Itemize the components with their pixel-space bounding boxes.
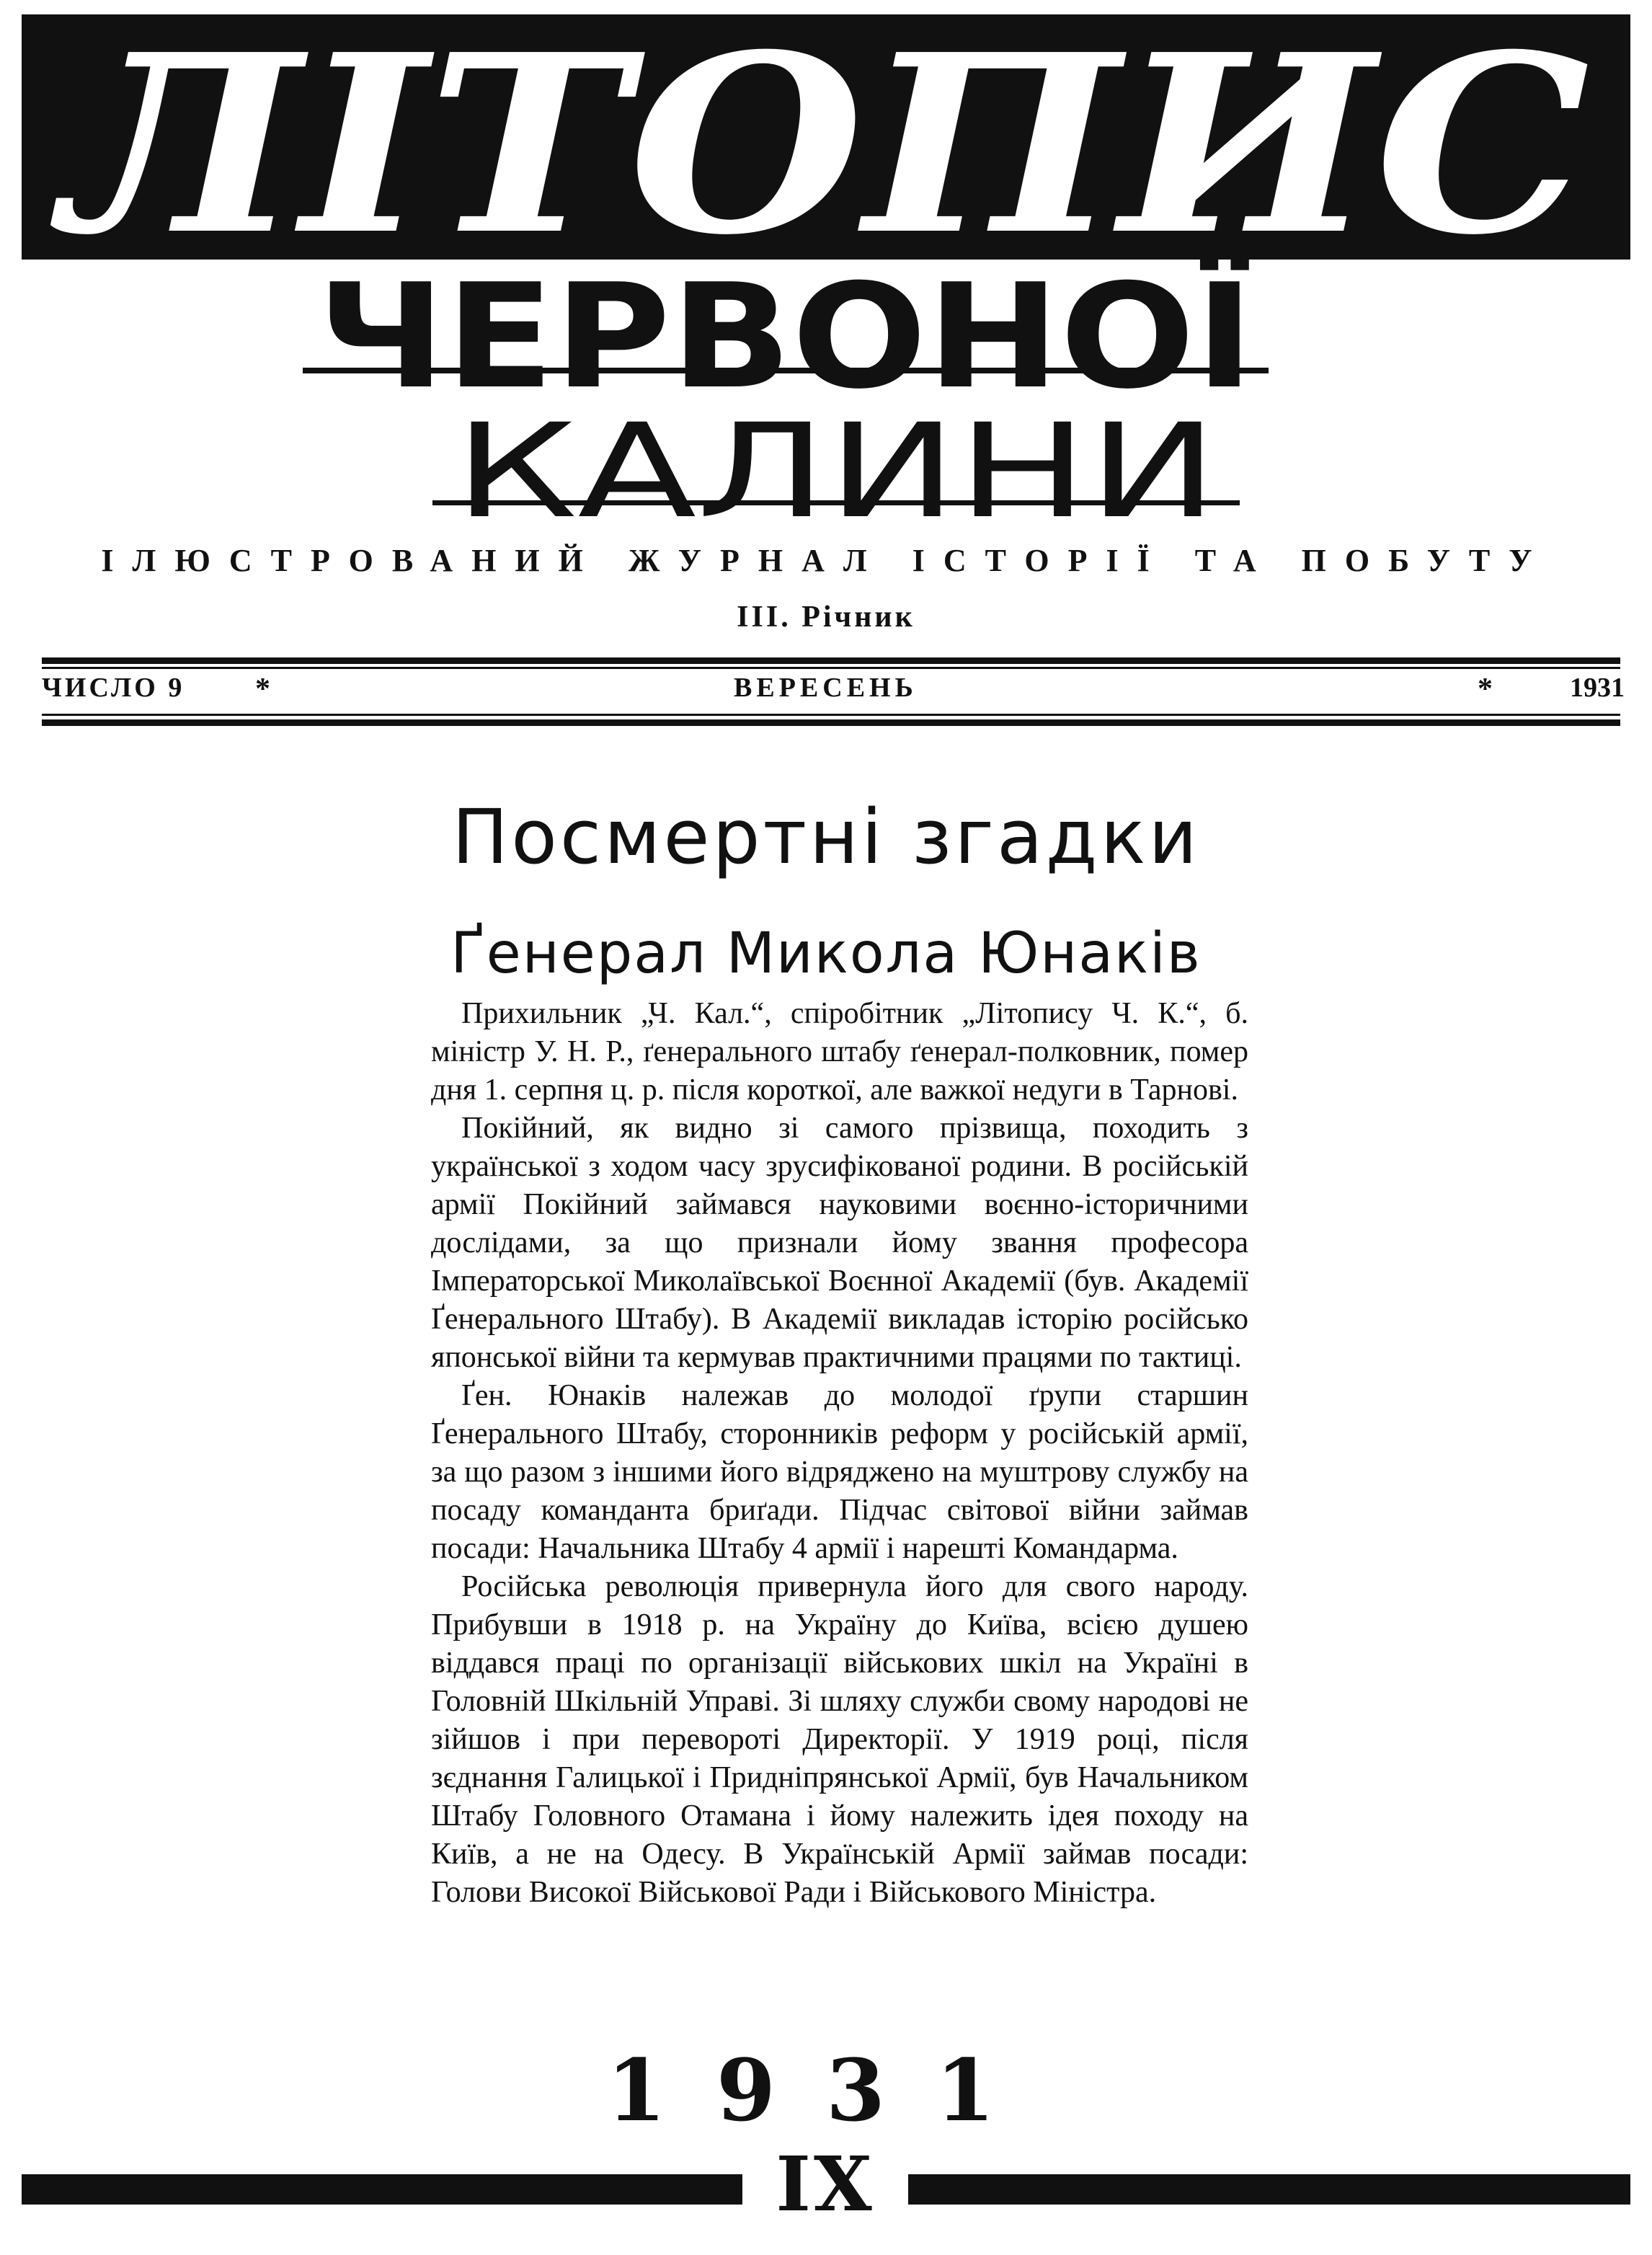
volume-label: III. Річник	[737, 601, 915, 634]
masthead-subtitle: ІЛЮСТРОВАНИЙ ЖУРНАЛ ІСТОРІЇ ТА ПОБУТУ	[101, 543, 1551, 578]
issue-month: ВЕРЕСЕНЬ	[734, 673, 918, 703]
issue-number: ЧИСЛО 9	[42, 673, 185, 703]
article-paragraph: Покійний, як видно зі самого прізвища, походить з української з ходом часу зрусифікованої родини. В російській армії Покійний займався науковими воєнно-історичними дослідами, за що признали йому звання професора Імператорської Миколаївської Воєнної Академії (був. Академії Ґенерального Штабу). В Академії викладав історію російсько японської війни та кермував практичними працями по тактиці.	[431, 1112, 1248, 1374]
masthead-title-line1	[22, 14, 1630, 260]
issue-rule-top	[42, 657, 1620, 664]
footer-bar-right	[908, 2174, 1630, 2205]
issue-rule-bottom	[42, 719, 1620, 726]
masthead-title-line2	[303, 260, 1269, 404]
footer-month-roman: IX	[776, 2140, 875, 2228]
footer-bar-left	[22, 2174, 742, 2205]
issue-line	[42, 672, 1625, 712]
masthead-title-line1-text: ЛІТОПИС	[49, 14, 1591, 260]
issue-separator: *	[1478, 673, 1493, 706]
article-paragraph: Російська революція привернула його для свого народу. Прибувши в 1918 р. на Україну до Київа, всією душею віддався праці по організації військових шкіл на Україні в Головній Шкільній Управі. Зі шляху служби свому народові не зійшов і при перевороті Директорії. У 1919 році, після зєднання Галицької і Придніпрянської Армії, був Начальником Штабу Головного Отамана і йому належить ідея походу на Київ, а не на Одесу. В Українській Армії займав посади: Голови Високої Військової Ради і Військового Міністра.	[431, 1570, 1248, 1909]
issue-separator: *	[255, 673, 270, 706]
article-title: Посмертні згадки	[452, 793, 1200, 881]
masthead-title-line2-text: ЧЕРВОНОЇ	[317, 260, 1168, 404]
masthead-title-line3	[432, 404, 1240, 526]
footer-year: 1931	[606, 2040, 1046, 2140]
masthead-title-line3-text: КАЛИНИ	[454, 404, 1218, 526]
issue-year: 1931	[1570, 673, 1625, 703]
issue-rule-top-thin	[42, 667, 1620, 669]
article-body	[431, 995, 1248, 1912]
article-paragraph: Прихильник „Ч. Кал.“, спіробітник „Літопису Ч. К.“, б. міністр У. Н. Р., ґенерального штабу ґенерал-полковник, помер дня 1. серпня ц. р. після короткої, але важкої недуги в Тарнові.	[431, 997, 1248, 1107]
article-paragraph: Ґен. Юнаків належав до молодої ґрупи старшин Ґенерального Штабу, сторонників реформ у російській армії, за що разом з іншими його відряджено на муштрову службу на посаду команданта бриґади. Підчас світової війни займав посади: Начальника Штабу 4 армії і нарешті Командарма.	[431, 1379, 1248, 1565]
article-subtitle: Ґенерал Микола Юнаків	[450, 921, 1202, 986]
issue-rule-bottom-thin	[42, 714, 1620, 716]
